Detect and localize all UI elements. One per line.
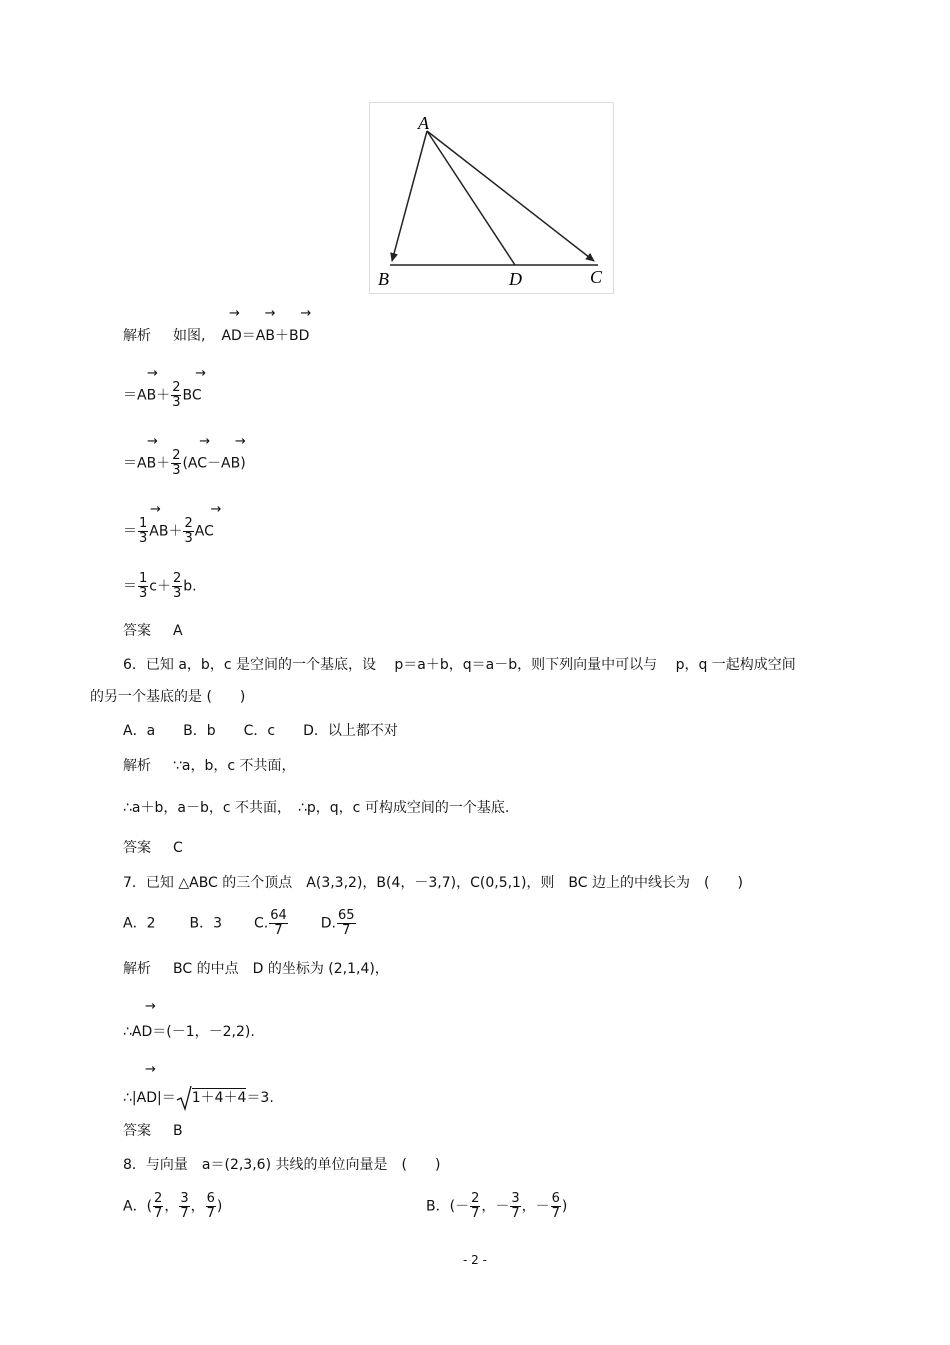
fraction [172,572,182,601]
analysis-label: 解析 [123,328,151,344]
expr-part: BC [182,387,202,404]
q8-option-a [123,1192,222,1221]
vector-arrows: → → → [147,434,246,449]
fraction [551,1192,561,1221]
numerator: 2 [184,516,193,531]
vector-equation: AD＝AB＋BD [221,328,310,344]
segment-AD [427,131,515,265]
expr-part: AC [194,523,214,540]
expr-part: ∴|AD|＝ [123,1090,176,1106]
expr-part: c＋ [149,578,171,595]
vector-AC [427,131,594,261]
expr-part: A．( [123,1198,153,1215]
numerator: 6 [206,1191,215,1206]
answer-label: 答案 [123,1123,151,1139]
analysis-text: 如图, [173,328,206,344]
expr-part: ＝ [123,523,137,540]
q6-analysis2: ∴a＋b，a－b，c 不共面， ∴p，q，c 可构成空间的一个基底. [123,800,510,816]
fraction [510,1192,520,1221]
comma: ，－ [481,1198,510,1215]
q6-analysis1 [123,758,296,774]
option-c: C. [254,915,269,932]
expr-part: ＝3. [246,1090,274,1106]
fraction [337,909,356,938]
numerator: 6 [551,1191,560,1206]
q6-stem-line1: 6．已知 a，b，c 是空间的一个基底，设 p＝a＋b，q＝a－b，则下列向量中可以与 p，q 一起构成空间 [123,657,796,673]
q5-step1 [123,381,202,410]
answer-value: C [173,840,183,856]
analysis-label: 解析 [123,758,151,774]
square-root [176,1085,247,1111]
fraction [269,909,288,938]
label-C: C [590,267,603,287]
numerator: 2 [471,1191,480,1206]
triangle-diagram [370,103,613,293]
q6-options: A．a B．b C．c D．以上都不对 [123,723,398,739]
answer-label: 答案 [123,840,151,856]
q7-stem: 7．已知 △ABC 的三个顶点 A(3,3,2)，B(4，－3,7)，C(0,5,1)，则 BC 边上的中线长为 ( ) [123,875,743,891]
denominator: 3 [184,531,193,546]
expr-part: ＝ [123,578,137,595]
fraction [138,517,148,546]
vector-arrows: → → → [229,306,312,321]
numerator: 65 [338,908,355,923]
label-A: A [418,113,429,133]
numerator: 2 [172,448,181,463]
label-B: B [378,269,389,289]
expr-part: AB＋ [149,523,183,540]
expr-part: ＝AB＋ [123,387,171,404]
vector-AB [392,131,427,261]
q8-option-b [426,1192,567,1221]
q5-step2 [123,449,246,478]
q7-analysis2: ∴AD＝(－1，－2,2). [123,1024,255,1040]
numerator: 2 [154,1191,163,1206]
denominator: 3 [139,586,148,601]
analysis-text: ∵a，b，c 不共面， [173,758,296,774]
numerator: 3 [180,1191,189,1206]
radicand: 1＋4＋4 [191,1090,247,1106]
q8-stem: 8．与向量 a＝(2,3,6) 共线的单位向量是 ( ) [123,1157,441,1173]
expr-part: B．(－ [426,1198,470,1215]
expr-part: ) [216,1198,223,1215]
denominator: 7 [274,923,283,938]
vector-arrows: → → [150,502,222,517]
analysis-label: 解析 [123,961,151,977]
option-d: D. [320,915,337,932]
comma: ，－ [521,1198,550,1215]
comma: ， [164,1198,179,1215]
triangle-figure [369,102,614,294]
fraction [153,1192,163,1221]
numerator: 1 [139,571,148,586]
fraction [171,449,181,478]
fraction [470,1192,480,1221]
q5-answer [123,623,183,639]
vector-arrow: → [145,999,156,1014]
denominator: 7 [551,1206,560,1221]
fraction [206,1192,216,1221]
denominator: 3 [172,586,182,601]
numerator: 3 [511,1191,520,1206]
expr-part: b. [183,578,197,595]
denominator: 7 [342,923,351,938]
q7-answer [123,1123,183,1139]
option-b: B．3 [189,915,222,932]
vector-arrows: → → [147,366,206,381]
denominator: 7 [471,1206,480,1221]
q7-analysis1 [123,961,389,977]
q6-stem-line2: 的另一个基底的是 ( ) [90,689,246,705]
answer-value: B [173,1123,183,1139]
label-D: D [509,269,522,289]
radical-sign-icon [176,1085,192,1111]
denominator: 7 [206,1206,215,1221]
denominator: 7 [180,1206,189,1221]
numerator: 2 [172,380,181,395]
numerator: 2 [172,571,182,586]
denominator: 7 [154,1206,163,1221]
fraction [183,517,193,546]
expr-part: ) [561,1198,568,1215]
q5-step3 [123,517,214,546]
expr-part: ＝AB＋ [123,455,171,472]
answer-label: 答案 [123,623,151,639]
q6-answer [123,840,183,856]
denominator: 3 [139,531,148,546]
page-number: - 2 - [463,1253,487,1267]
comma: ， [190,1198,205,1215]
analysis-text: BC 的中点 D 的坐标为 (2,1,4)， [173,961,389,977]
expr-part: (AC－AB) [182,455,246,472]
denominator: 7 [511,1206,520,1221]
answer-value: A [173,623,183,639]
q5-analysis-line0 [123,328,309,344]
q5-step4 [123,572,197,601]
q7-options [123,909,357,938]
option-a: A．2 [123,915,156,932]
fraction [171,381,181,410]
numerator: 64 [270,908,287,923]
q7-analysis3 [123,1085,274,1111]
fraction [138,572,148,601]
denominator: 3 [172,395,181,410]
numerator: 1 [139,516,148,531]
vector-arrow: → [145,1062,156,1077]
fraction [179,1192,189,1221]
denominator: 3 [172,463,181,478]
